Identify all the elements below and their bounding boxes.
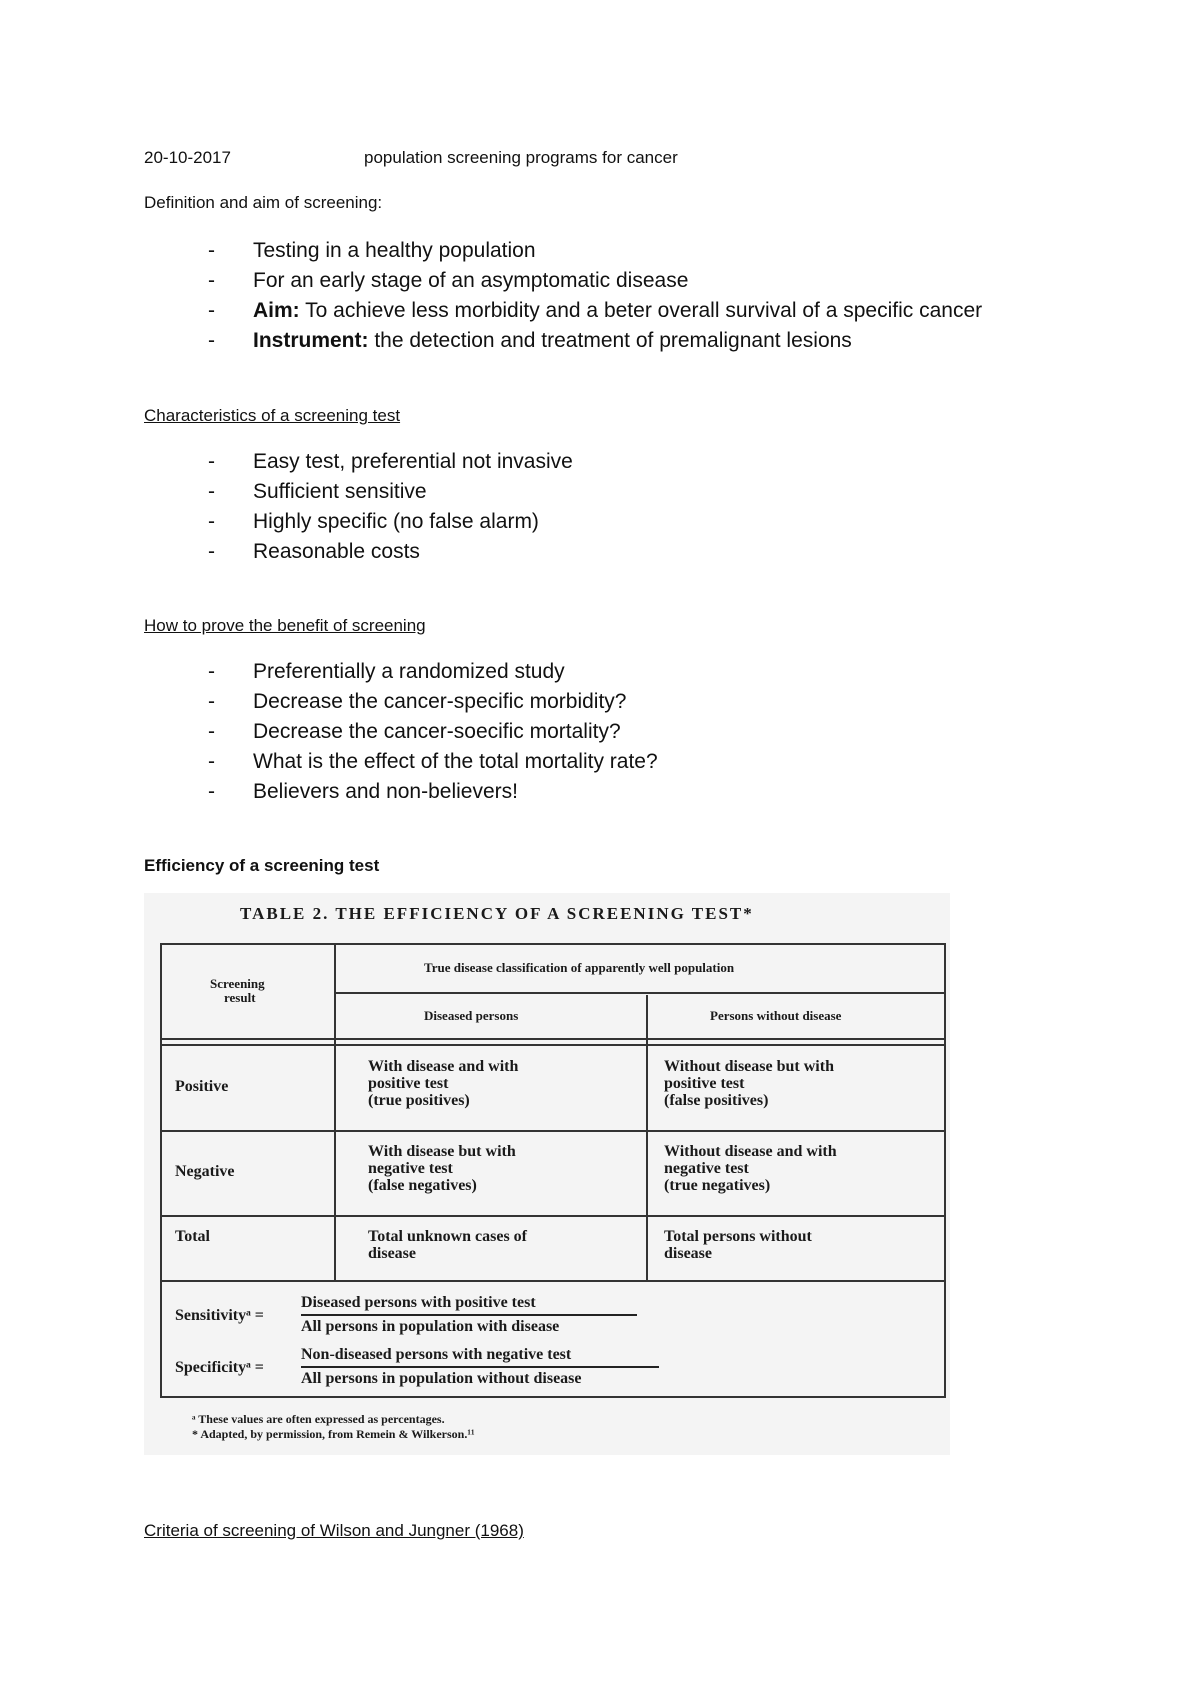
corner-header-screening: Screening xyxy=(210,976,265,991)
group-header: True disease classification of apparently well population xyxy=(424,960,735,975)
row-label-total: Total xyxy=(175,1228,210,1245)
sensitivity-denominator: All persons in population with disease xyxy=(301,1318,560,1335)
table-footnote-1: ᵃ These values are often expressed as percentages. xyxy=(192,1412,445,1426)
row-label-positive: Positive xyxy=(175,1078,229,1095)
benefit-heading: How to prove the benefit of screening xyxy=(144,616,426,635)
definition-heading: Definition and aim of screening: xyxy=(144,193,383,212)
specificity-label: Specificityᵃ = xyxy=(175,1359,264,1376)
cell-true-negatives: Without disease and with negative test (true negatives) xyxy=(664,1143,837,1194)
sensitivity-label: Sensitivityᵃ = xyxy=(175,1307,264,1324)
cell-false-negatives: With disease but with negative test (false negatives) xyxy=(368,1143,516,1194)
cell-true-positives: With disease and with positive test (true positives) xyxy=(368,1058,519,1109)
instrument-label: Instrument: xyxy=(253,329,369,352)
aim-label: Aim: xyxy=(253,299,300,322)
sensitivity-numerator: Diseased persons with positive test xyxy=(301,1294,536,1311)
efficiency-table xyxy=(160,943,946,1398)
document-title: population screening programs for cancer xyxy=(364,148,678,167)
row-label-negative: Negative xyxy=(175,1163,235,1180)
corner-header-result: result xyxy=(224,990,256,1005)
table-footnote-2: * Adapted, by permission, from Remein & Wilkerson.¹¹ xyxy=(192,1427,475,1441)
cell-total-diseased: Total unknown cases of disease xyxy=(368,1228,528,1262)
cell-total-without-disease: Total persons without disease xyxy=(664,1228,812,1262)
efficiency-heading: Efficiency of a screening test xyxy=(144,856,380,875)
efficiency-table-figure xyxy=(144,893,950,1455)
specificity-numerator: Non-diseased persons with negative test xyxy=(301,1346,572,1363)
criteria-heading: Criteria of screening of Wilson and Jungner (1968) xyxy=(144,1521,524,1540)
specificity-denominator: All persons in population without disease xyxy=(301,1370,582,1387)
characteristics-heading: Characteristics of a screening test xyxy=(144,406,401,425)
cell-false-positives: Without disease but with positive test (false positives) xyxy=(664,1058,834,1109)
column-header-without-disease: Persons without disease xyxy=(710,1008,842,1023)
table-title: TABLE 2. THE EFFICIENCY OF A SCREENING TEST* xyxy=(240,904,754,923)
column-header-diseased: Diseased persons xyxy=(424,1008,519,1023)
document-page: 20-10-2017 population screening programs for cancer Definition and aim of screening: - Testing in a healthy population - For an early stage of an asymptomatic disease - Aim: To achieve less morbidity and a beter overall survival of a specific cancer - Instrument: the detection and treatment of premalignant lesions Characteristics of a screening test - Easy test, preferential not invasive - Sufficient sensitive - Highly specific (no false alarm) - Reasonable costs How to prove the benefit of screening - Preferentially a randomized study - Decrease the cancer-specific morbidity? - Decrease the cancer-soecific mortality? - What is the effect of the total mortality rate? - Believers and non-believers! Efficiency of a screening test TABLE 2. THE EFFICIENCY OF A SCREENING TEST* Screening result True disease classification of apparently well population Diseased persons Persons without disease Positive With disease and with positive test (true positives) Without disease but with positive test (false positives) Negative With disease but with negative test (false negatives) Without disease and with negative test (true negatives) Total Total unknown cases of disease Total persons without disease Sensitivityᵃ = Diseased persons with positive test All persons in population with disease Specificityᵃ = Non-diseased persons with negative test All persons in population without disease ᵃ These values are often expressed as percentages. * Adapted, by permission, from Remein & Wilkerson.¹¹ Criteria of screening of Wilson and Jungner (1968) xyxy=(144,148,983,1540)
document-date: 20-10-2017 xyxy=(144,148,231,167)
